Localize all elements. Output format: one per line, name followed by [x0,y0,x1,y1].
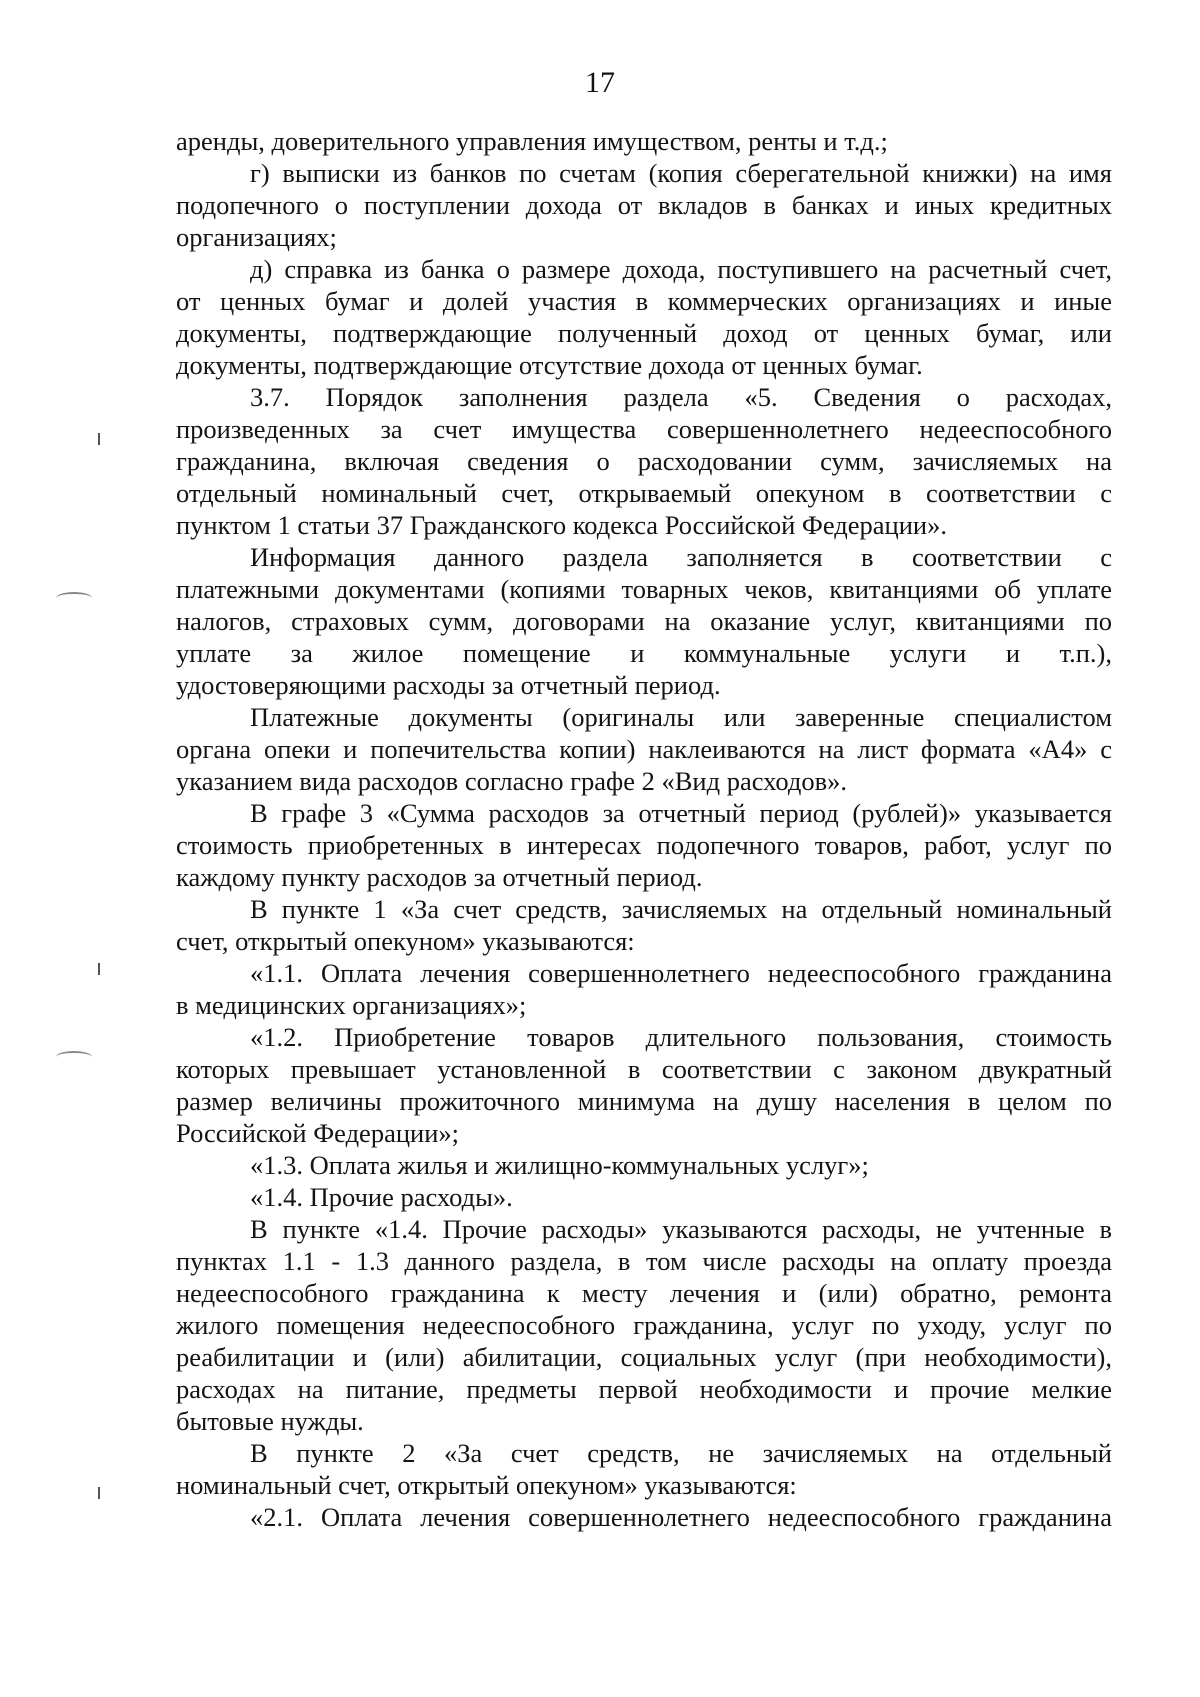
text-line: д) справка из банка о размере дохода, поступившего на расчетный счет, [250,254,1112,284]
text-line: организациях; [176,222,337,252]
text-line: недееспособного гражданина к месту лечения и (или) обратно, ремонта [176,1278,1112,1308]
text-line: 3.7. Порядок заполнения раздела «5. Сведения о расходах, [250,382,1112,412]
margin-mark [98,963,100,975]
page-number: 17 [585,66,615,99]
text-line: расходах на питание, предметы первой необходимости и прочие мелкие [176,1374,1112,1404]
document-body [176,125,1112,1533]
text-line: В пункте 2 «За счет средств, не зачисляемых на отдельный [250,1438,1112,1468]
text-line: «1.2. Приобретение товаров длительного пользования, стоимость [250,1022,1112,1052]
text-line: платежными документами (копиями товарных чеков, квитанциями об уплате [176,574,1112,604]
text-line: стоимость приобретенных в интересах подопечного товаров, работ, услуг по [176,830,1112,860]
text-line: документы, подтверждающие полученный доход от ценных бумаг, или [176,318,1112,348]
text-line: «1.4. Прочие расходы». [250,1182,513,1212]
margin-mark [56,1051,92,1063]
text-line: пунктом 1 статьи 37 Гражданского кодекса Российской Федерации». [176,510,947,540]
text-line: пунктах 1.1 - 1.3 данного раздела, в том числе расходы на оплату проезда [176,1246,1112,1276]
margin-mark [98,433,100,445]
text-line: которых превышает установленной в соответствии с законом двукратный [176,1054,1112,1084]
text-line: размер величины прожиточного минимума на душу населения в целом по [176,1086,1112,1116]
margin-mark [56,592,92,604]
text-line: реабилитации и (или) абилитации, социальных услуг (при необходимости), [176,1342,1112,1372]
margin-mark [98,1487,100,1499]
text-line: Информация данного раздела заполняется в соответствии с [250,542,1112,572]
text-line: документы, подтверждающие отсутствие дохода от ценных бумаг. [176,350,923,380]
text-line: каждому пункту расходов за отчетный период. [176,862,703,892]
text-line: произведенных за счет имущества совершеннолетнего недееспособного [176,414,1112,444]
text-line: В пункте «1.4. Прочие расходы» указываются расходы, не учтенные в [250,1214,1112,1244]
text-line: г) выписки из банков по счетам (копия сберегательной книжки) на имя [250,158,1112,188]
text-line: уплате за жилое помещение и коммунальные услуги и т.п.), [176,638,1112,668]
text-line: бытовые нужды. [176,1406,364,1436]
text-line: аренды, доверительного управления имуществом, ренты и т.д.; [176,126,888,156]
text-line: Российской Федерации»; [176,1118,459,1148]
text-line: «1.3. Оплата жилья и жилищно-коммунальных услуг»; [250,1150,869,1180]
text-line: органа опеки и попечительства копии) наклеиваются на лист формата «А4» с [176,734,1112,764]
text-line: отдельный номинальный счет, открываемый опекуном в соответствии с [176,478,1112,508]
text-line: В пункте 1 «За счет средств, зачисляемых на отдельный номинальный [250,894,1112,924]
text-line: Платежные документы (оригиналы или заверенные специалистом [250,702,1112,732]
text-line: гражданина, включая сведения о расходовании сумм, зачисляемых на [176,446,1112,476]
text-line: от ценных бумаг и долей участия в коммерческих организациях и иные [176,286,1112,316]
text-line: счет, открытый опекуном» указываются: [176,926,635,956]
text-line: удостоверяющими расходы за отчетный период. [176,670,721,700]
text-line: номинальный счет, открытый опекуном» указываются: [176,1470,797,1500]
text-line: налогов, страховых сумм, договорами на оказание услуг, квитанциями по [176,606,1112,636]
text-line: «2.1. Оплата лечения совершеннолетнего недееспособного гражданина [250,1502,1112,1532]
text-line: в медицинских организациях»; [176,990,527,1020]
text-line: подопечного о поступлении дохода от вкладов в банках и иных кредитных [176,190,1112,220]
text-line: указанием вида расходов согласно графе 2 «Вид расходов». [176,766,847,796]
text-line: жилого помещения недееспособного гражданина, услуг по уходу, услуг по [176,1310,1112,1340]
text-line: «1.1. Оплата лечения совершеннолетнего недееспособного гражданина [250,958,1112,988]
text-line: В графе 3 «Сумма расходов за отчетный период (рублей)» указывается [250,798,1112,828]
